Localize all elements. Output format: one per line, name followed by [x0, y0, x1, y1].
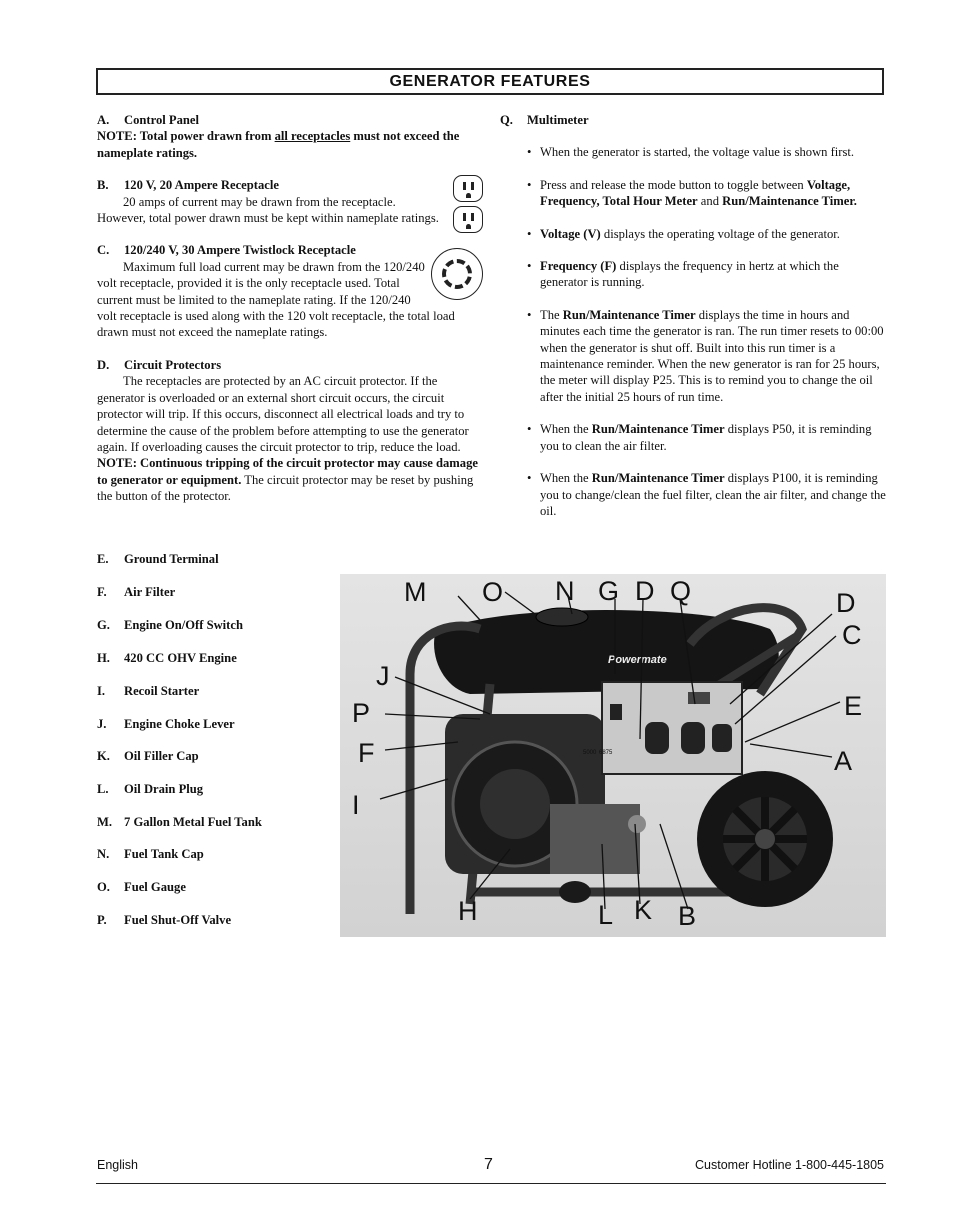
brand-logo: Powermate — [608, 654, 667, 666]
feature-q — [500, 112, 886, 128]
feature-a-heading: Control Panel — [124, 113, 199, 127]
twistlock-icon-wrap — [431, 246, 483, 300]
label-h: H — [458, 896, 478, 926]
footer-hotline: Customer Hotline 1-800-445-1805 — [695, 1158, 884, 1172]
label-k: K — [634, 895, 653, 925]
feature-q-letter: Q. — [500, 113, 513, 127]
label-g: G — [598, 576, 620, 606]
label-c: C — [842, 620, 862, 650]
feature-q-heading: Multimeter — [527, 113, 589, 127]
feature-c-body: Maximum full load current may be drawn from the 120/240 volt receptacle, provided it is the only receptacle used. Total current must be limited to the nameplate rating. If the 120/240 volt receptacle is used along with the 120 volt receptacle, the total load drawn must not exceed the nameplate ratings. — [97, 259, 455, 340]
list-item: I. Recoil Starter — [97, 684, 200, 698]
label-m: M — [404, 577, 427, 607]
panel-text-right: 6875 — [599, 750, 613, 756]
feature-b-body: 20 amps of current may be drawn from the receptacle. However, total power drawn must be kept within nameplate ratings. — [97, 194, 439, 226]
label-n: N — [555, 576, 575, 606]
right-column — [500, 112, 886, 535]
list-item: G. Engine On/Off Switch — [97, 618, 243, 632]
bullet-item: • The Run/Maintenance Timer displays the time in hours and minutes each time the generator is ran. The run timer resets to 00:00 when the generator is shut off. Built into this run timer is a maintenance reminder. When the new generator is ran for 25 hours, the meter will display P25. This is to remind you to change the oil after the initial 25 hours of run time. — [500, 307, 886, 405]
list-item: K. Oil Filler Cap — [97, 749, 199, 763]
label-q: Q — [670, 576, 692, 606]
feature-b-heading: 120 V, 20 Ampere Receptacle — [124, 178, 279, 193]
footer-divider — [96, 1183, 886, 1184]
feature-a-note: NOTE: Total power drawn from all receptacles must not exceed the nameplate ratings. — [97, 129, 460, 160]
label-j: J — [376, 661, 390, 691]
bullet-item: • Press and release the mode button to toggle between Voltage, Frequency, Total Hour Meter and Run/Maintenance Timer. — [500, 177, 886, 210]
feature-a — [97, 112, 483, 161]
feature-b-letter: B. — [97, 178, 109, 193]
label-p: P — [352, 698, 371, 728]
feature-d-body: The receptacles are protected by an AC circuit protector. If the generator is overloaded or an external short circuit occurs, the circuit protector will trip. If this occurs, disconnect all electrical loads and try to determine the cause of the problem before attempting to use the generator again. If overloading causes the circuit protector to trip, reduce the load. NOTE: Continuous tripping of the circuit protector may cause damage to generator or equipment. The circuit protector may be reset by pushing the button of the protector. — [97, 374, 478, 504]
panel-text-left: 5000 — [583, 750, 597, 756]
list-item: O. Fuel Gauge — [97, 880, 186, 894]
section-title: GENERATOR FEATURES — [389, 73, 591, 90]
feature-c — [97, 242, 483, 340]
bullet-item: • Frequency (F) displays the frequency in hertz at which the generator is running. — [500, 258, 886, 291]
list-item: E. Ground Terminal — [97, 552, 219, 566]
outlet-icon — [453, 175, 483, 202]
list-item: F. Air Filter — [97, 585, 176, 599]
bullet-item: • When the Run/Maintenance Timer displays P100, it is reminding you to change/clean the fuel filter, clean the air filter, and change the oil. — [500, 470, 886, 519]
list-item: H. 420 CC OHV Engine — [97, 651, 237, 665]
list-item: L. Oil Drain Plug — [97, 782, 204, 796]
feature-c-heading: 120/240 V, 30 Ampere Twistlock Receptacle — [124, 243, 356, 258]
section-title-box — [96, 68, 884, 95]
outlet-120v-icons — [453, 175, 483, 237]
list-item: J. Engine Choke Lever — [97, 717, 235, 731]
label-d-right: D — [836, 588, 856, 618]
label-a: A — [834, 746, 853, 776]
feature-d-letter: D. — [97, 357, 110, 372]
left-column — [97, 112, 483, 521]
generator-illustration — [340, 574, 886, 937]
list-item: M. 7 Gallon Metal Fuel Tank — [97, 815, 262, 829]
outlet-icon — [453, 206, 483, 233]
feature-b — [97, 177, 483, 226]
list-item: P. Fuel Shut-Off Valve — [97, 913, 232, 927]
feature-a-letter: A. — [97, 113, 110, 127]
bullet-item: • When the generator is started, the voltage value is shown first. — [500, 144, 886, 160]
footer-language: English — [97, 1158, 138, 1172]
feature-d-heading: Circuit Protectors — [124, 357, 222, 372]
label-e: E — [844, 691, 863, 721]
bullet-item: • When the Run/Maintenance Timer displays P50, it is reminding you to clean the air filter. — [500, 421, 886, 454]
label-f: F — [358, 738, 375, 768]
label-o: O — [482, 577, 504, 607]
twistlock-outlet-icon — [431, 248, 483, 300]
list-item: N. Fuel Tank Cap — [97, 847, 204, 861]
label-d-top: D — [635, 576, 655, 606]
page-number: 7 — [484, 1156, 493, 1173]
feature-c-letter: C. — [97, 243, 110, 258]
multimeter-bullets — [500, 144, 886, 519]
label-l: L — [598, 900, 614, 930]
label-i: I — [352, 790, 360, 820]
bullet-item: • Voltage (V) displays the operating voltage of the generator. — [500, 226, 886, 242]
feature-d — [97, 357, 483, 505]
generator-photo — [340, 574, 886, 937]
label-b: B — [678, 901, 697, 931]
